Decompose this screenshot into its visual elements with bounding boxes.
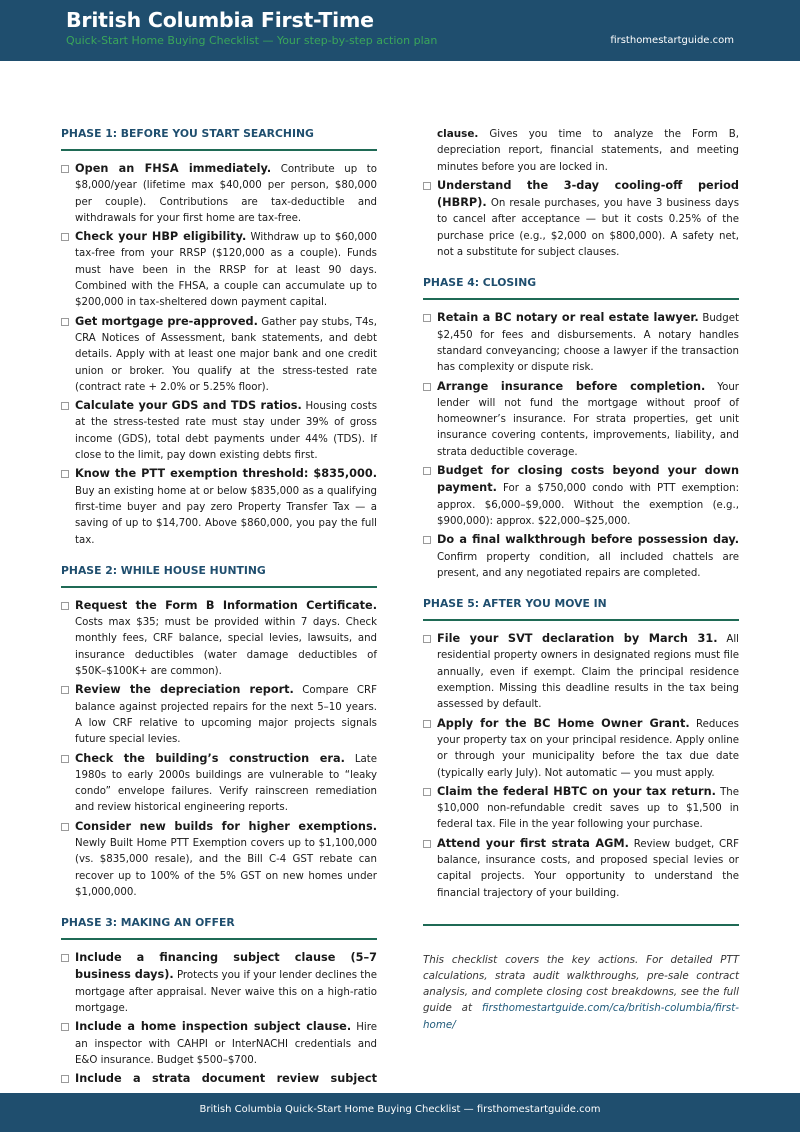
checklist-item (61, 229, 377, 311)
item-text: Compare CRF balance against projected repairs for the next 5–10 years. A low CRF relative to upcoming major projects signals future special levies. (75, 685, 377, 746)
item-text: Hire an inspector with CAHPI or InterNACHI credentials and E&O insurance. Budget $500–$700. (75, 1022, 377, 1066)
checkbox[interactable] (423, 383, 431, 391)
page-subtitle: Quick-Start Home Buying Checklist — Your step-by-step action plan (66, 34, 438, 47)
item-text: Gather pay stubs, T4s, CRA Notices of Assessment, bank statements, and debt details. Apply with at least one major bank and one credit union or broker. You qualify at the stress-tested rate (contract rate + 2.0% or 5.25% floor). (75, 316, 377, 393)
checkbox[interactable] (61, 755, 69, 763)
item-title: Apply for the BC Home Owner Grant. (437, 716, 690, 730)
item-title: Attend your first strata AGM. (437, 836, 629, 850)
item-title: Open an FHSA immediately. (75, 162, 272, 175)
checklist-item (423, 836, 739, 902)
checklist-item (61, 466, 377, 548)
checkbox[interactable] (423, 788, 431, 796)
item-text: All residential property owners in designated regions must file annually, even if exempt. Claim the principal residence exemption. Missing this deadline results in the tax being assessed by default. (437, 634, 739, 711)
item-text: Review budget, CRF balance, insurance costs, and proposed special levies or capital projects. Your opportunity to understand the financial trajectory of your building. (437, 838, 740, 899)
phase-3 (61, 915, 377, 1088)
right-column (423, 126, 739, 1033)
checkbox[interactable] (423, 182, 431, 190)
item-text: Gives you time to analyze the Form B, depreciation report, financial statements, and meeting minutes before you are locked in. (437, 129, 739, 173)
phase-heading: PHASE 1: BEFORE YOU START SEARCHING (61, 126, 377, 151)
checkbox[interactable] (61, 318, 69, 326)
checklist-item (61, 161, 377, 227)
item-text: For a $750,000 condo with PTT exemption: approx. $6,000–$9,000. Without the exemption (e.g., $900,000): approx. $22,000–$25,000. (437, 483, 739, 527)
checkbox[interactable] (61, 1023, 69, 1031)
item-title: Review the depreciation report. (75, 683, 294, 697)
item-title: Include a strata document review subject (75, 1072, 377, 1086)
checklist-item (423, 532, 739, 582)
checklist-item (61, 1019, 377, 1069)
checklist-item (423, 379, 739, 461)
item-title: Budget for closing costs beyond your down payment. (437, 464, 739, 495)
item-title: clause. (437, 128, 479, 140)
checklist-item-continued (423, 126, 739, 176)
page-header (0, 0, 800, 61)
item-title: Request the Form B Information Certificate. (75, 598, 377, 612)
item-text: Budget $2,450 for fees and disbursements. A notary handles standard conveyancing; choose a lawyer if the transaction has complexity or dispute risk. (437, 313, 739, 374)
phase-4 (423, 275, 739, 582)
item-title: Understand the 3-day cooling-off period (HBRP). (437, 178, 739, 210)
checkbox[interactable] (423, 720, 431, 728)
item-title: Include a home inspection subject clause. (75, 1020, 352, 1034)
item-text: Protects you if your lender declines the mortgage after appraisal. Never waive this on a high-ratio mortgage. (75, 970, 377, 1015)
item-text: Newly Built Home PTT Exemption covers up to $1,100,000 (vs. $835,000 resale), and the Bill C-4 GST rebate can recover up to 100% of the 5% GST on new homes under $1,000,000. (75, 837, 377, 898)
item-text: Reduces your property tax on your principal residence. Apply online or through your municipality before the tax due date (typically early July). Not automatic — you must apply. (437, 718, 739, 779)
checklist-item (61, 398, 377, 464)
item-text: Costs max $35; must be provided within 7 days. Check monthly fees, CRF balance, special levies, lawsuits, and insurance deductibles (water damage deductibles of $50K–$100K+ are common). (75, 617, 377, 678)
checkbox[interactable] (61, 954, 69, 962)
checklist-item (423, 178, 739, 261)
checklist-item (423, 310, 739, 376)
item-text: The $10,000 non-refundable credit saves up to $1,500 in federal tax. File in the year following your purchase. (437, 786, 740, 831)
item-title: Retain a BC notary or real estate lawyer. (437, 311, 699, 325)
phase-3-continued (423, 126, 739, 261)
item-title: Arrange insurance before completion. (437, 379, 706, 393)
checkbox[interactable] (61, 402, 69, 410)
item-text: Your lender will not fund the mortgage without proof of homeowner’s insurance. For strata properties, get unit insurance covering contents, improvements, liability, and strata deductible coverage. (437, 381, 739, 458)
phase-heading: PHASE 5: AFTER YOU MOVE IN (423, 596, 739, 621)
checklist-item (61, 314, 377, 396)
item-text: Withdraw up to $60,000 tax-free from your RRSP ($120,000 as a couple). Funds must have been in the RRSP for at least 90 days. Combined with the FHSA, a couple can accumulate up to $200,000 in tax-sheltered down payment capital. (75, 232, 377, 309)
phase-2 (61, 563, 377, 901)
item-text: Contribute up to $8,000/year (lifetime max $40,000 per person, $80,000 per couple). Contributions are tax-deductible and withdrawals for your first home are tax-free. (75, 164, 377, 224)
phase-heading: PHASE 3: MAKING AN OFFER (61, 915, 377, 940)
checklist-item (61, 682, 377, 748)
checkbox[interactable] (61, 165, 69, 173)
checkbox[interactable] (61, 470, 69, 478)
phase-1 (61, 126, 377, 549)
phase-5 (423, 596, 739, 902)
checklist-item (61, 819, 377, 901)
checkbox[interactable] (423, 536, 431, 544)
checklist-item (61, 1071, 377, 1088)
page-footer (0, 1093, 800, 1132)
guide-link[interactable]: firsthomestartguide.com/ca/british-columbia/first-home/ (423, 1002, 739, 1031)
phase-heading: PHASE 4: CLOSING (423, 275, 739, 300)
checklist-item (423, 463, 739, 530)
item-title: Claim the federal HBTC on your tax return. (437, 784, 716, 798)
item-title: File your SVT declaration by March 31. (437, 632, 718, 646)
checklist-item (61, 751, 377, 817)
header-site-link[interactable]: firsthomestartguide.com (610, 35, 734, 46)
note-text: This checklist covers the key actions. For detailed PTT calculations, strata audit walkthroughs, pre-sale contract analysis, and complete closing cost breakdowns, see the full guide at (423, 953, 739, 1015)
page-title: British Columbia First-Time (66, 8, 374, 32)
item-title: Know the PTT exemption threshold: $835,000. (75, 467, 377, 481)
item-title: Include a financing subject clause (5–7 business days). (75, 951, 377, 982)
item-text: Housing costs at the stress-tested rate must stay under 39% of gross income (GDS), total debt payments under 44% (TDS). If close to the limit, pay down existing debts first. (75, 401, 377, 462)
checklist-item (423, 631, 739, 713)
item-title: Calculate your GDS and TDS ratios. (75, 399, 302, 413)
checkbox[interactable] (61, 602, 69, 610)
closing-note (423, 952, 739, 1033)
item-title: Check your HBP eligibility. (75, 230, 247, 244)
item-title: Do a final walkthrough before possession day. (437, 533, 739, 547)
checklist-item (61, 950, 377, 1017)
footer-text: British Columbia Quick-Start Home Buying Checklist — firsthomestartguide.com (199, 1104, 601, 1115)
checkbox[interactable] (61, 233, 69, 241)
divider (423, 924, 739, 926)
phase-heading: PHASE 2: WHILE HOUSE HUNTING (61, 563, 377, 588)
checklist-item (423, 716, 739, 782)
checkbox[interactable] (423, 840, 431, 848)
checkbox[interactable] (423, 635, 431, 643)
checkbox[interactable] (61, 823, 69, 831)
item-title: Consider new builds for higher exemptions. (75, 819, 377, 833)
checklist-item (61, 598, 377, 680)
checkbox[interactable] (423, 467, 431, 475)
item-text: Late 1980s to early 2000s buildings are vulnerable to “leaky condo” envelope failures. Verify rainscreen remediation and review historical engineering reports. (75, 753, 377, 814)
checkbox[interactable] (61, 1075, 69, 1083)
item-text: Buy an existing home at or below $835,000 as a qualifying first-time buyer and pay zero Property Transfer Tax — a saving of up to $14,700. Above $860,000, you pay the full tax. (75, 485, 377, 546)
item-text: On resale purchases, you have 3 business days to cancel after acceptance — but it costs 0.25% of the purchase price (e.g., $2,000 on $800,000). A safety net, not a substitute for subject clauses. (437, 198, 739, 259)
item-title: Get mortgage pre-approved. (75, 314, 258, 328)
checklist-item (423, 784, 739, 834)
left-column (61, 126, 377, 1091)
item-text: Confirm property condition, all included chattels are present, and any negotiated repairs are completed. (437, 551, 739, 579)
item-title: Check the building’s construction era. (75, 751, 345, 765)
checkbox[interactable] (61, 686, 69, 694)
checkbox[interactable] (423, 314, 431, 322)
